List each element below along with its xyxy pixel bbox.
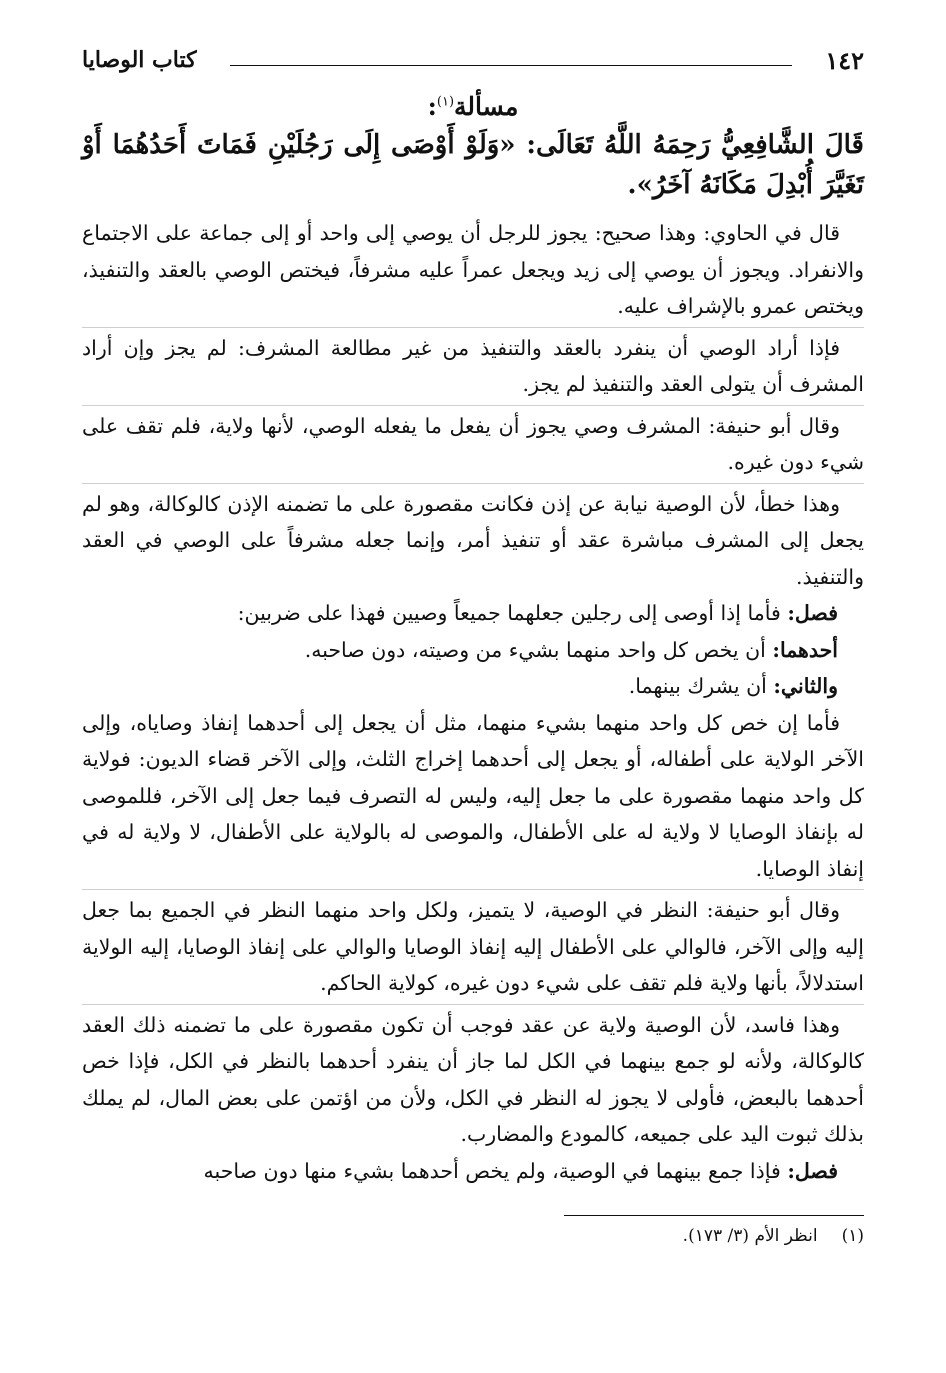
paragraph bbox=[82, 705, 864, 891]
paragraph-text: أن يشرك بينهما. bbox=[628, 674, 767, 698]
section-footnote-marker: (١) bbox=[436, 94, 455, 110]
paragraph-text: فأما إذا أوصى إلى رجلين جعلهما جميعاً وصيين فهذا على ضربين: bbox=[237, 601, 781, 625]
body-text bbox=[82, 215, 864, 1189]
section-heading bbox=[82, 92, 864, 121]
paragraph-text: فأما إن خص كل واحد منهما بشيء منهما، مثل أن يجعل إلى أحدهما إنفاذ وصاياه، وإلى الآخر الولاية على أطفاله، أو يجعل إلى أحدهما إخراج الثلث، وإلى الآخر قضاء الديون: فولاية كل واحد منهما مقصورة على ما جعل إليه، وليس له التصرف فيما جعل إلى الآخر، فللموصى له بإنفاذ الوصايا لا ولاية له على الأطفال، والموصى له بالولاية على الأطفال، لا ولاية له في إنفاذ الوصايا. bbox=[82, 710, 864, 881]
paragraph bbox=[82, 892, 864, 1005]
book-title: كتاب الوصايا bbox=[82, 47, 197, 73]
paragraph bbox=[82, 1153, 864, 1190]
footnote bbox=[82, 1226, 864, 1246]
paragraph-lead: فصل: bbox=[787, 1158, 838, 1183]
paragraph-text: فإذا جمع بينهما في الوصية، ولم يخص أحدهما بشيء منها دون صاحبه bbox=[203, 1158, 781, 1183]
quote-speaker: قَالَ الشَّافِعِيُّ رَحِمَهُ اللَّهُ تَعَالَى: bbox=[526, 130, 864, 160]
header-rule bbox=[230, 65, 792, 66]
paragraph-text: وقال أبو حنيفة: النظر في الوصية، لا يتميز، ولكل واحد منهما النظر في الجميع بما جعل إليه وإلى الآخر، فالوالي على الأطفال إليه إنفاذ الوصايا والوالي على إنفاذ الوصايا، إليه الولاية استدلالاً، بأنها ولاية فلم تقف على شيء دون غيره، كولاية الحاكم. bbox=[82, 898, 864, 995]
paragraph-lead: والثاني: bbox=[773, 674, 838, 698]
section-colon: : bbox=[427, 92, 437, 121]
paragraph-text: وقال أبو حنيفة: المشرف وصي يجوز أن يفعل ما يفعله الوصي، لأنها ولاية، فلم تقف على شيء دون غيره. bbox=[82, 413, 864, 474]
paragraph-text: فإذا أراد الوصي أن ينفرد بالعقد والتنفيذ من غير مطالعة المشرف: لم يجز وإن أراد المشرف أن يتولى العقد والتنفيذ لم يجز. bbox=[82, 335, 864, 396]
footnote-number: (١) bbox=[841, 1226, 864, 1246]
paragraph bbox=[82, 632, 864, 669]
paragraph-text: قال في الحاوي: وهذا صحيح: يجوز للرجل أن يوصي إلى واحد أو إلى جماعة على الاجتماع والانفراد. ويجوز أن يوصي إلى زيد ويجعل عمراً عليه مشرفاً، فيختص الوصي بالعقد والتنفيذ، ويختص عمرو بالإشراف عليه. bbox=[82, 221, 864, 318]
quote-text: «وَلَوْ أَوْصَى إِلَى رَجُلَيْنِ فَمَاتَ أَحَدُهُمَا أَوْ تَغَيَّرَ أُبْدِلَ مَكَانَهُ آخَرُ». bbox=[82, 130, 864, 200]
section-title: مسألة bbox=[454, 92, 519, 121]
paragraph-lead: فصل: bbox=[787, 601, 838, 625]
paragraph bbox=[82, 215, 864, 328]
paragraph-text: أن يخص كل واحد منهما بشيء من وصيته، دون صاحبه. bbox=[304, 637, 766, 662]
paragraph-lead: أحدهما: bbox=[772, 637, 838, 662]
imam-quote bbox=[82, 125, 864, 205]
paragraph bbox=[82, 1007, 864, 1153]
footnote-rule bbox=[564, 1215, 864, 1216]
paragraph-text: وهذا فاسد، لأن الوصية ولاية عن عقد فوجب أن تكون مقصورة على ما تضمنه ذلك العقد كالوكالة، ولأنه لو جمع بينهما في الكل لما جاز أن ينفرد أحدهما بالنظر في الكل، فإذا خص أحدهما بالبعض، فأولى لا يجوز له النظر في الكل، ولأن من اؤتمن على بعض المال، لم يملك بذلك ثبوت اليد على جميعه، كالمودع والمضارب. bbox=[82, 1012, 864, 1146]
paragraph bbox=[82, 668, 864, 705]
footnote-text: انظر الأم (٣/ ١٧٣). bbox=[682, 1226, 818, 1246]
running-header bbox=[82, 40, 864, 80]
paragraph bbox=[82, 595, 864, 632]
paragraph bbox=[82, 486, 864, 596]
paragraph bbox=[82, 330, 864, 406]
page bbox=[82, 40, 864, 1246]
page-number: ١٤٢ bbox=[825, 45, 864, 75]
paragraph-text: وهذا خطأ، لأن الوصية نيابة عن إذن فكانت مقصورة على ما تضمنه الإذن كالوكالة، وهو لم يجعل إلى المشرف مباشرة عقد أو تنفيذ أمر، وإنما جعله مشرفاً على الوصي في العقد والتنفيذ. bbox=[82, 491, 864, 589]
paragraph bbox=[82, 408, 864, 484]
